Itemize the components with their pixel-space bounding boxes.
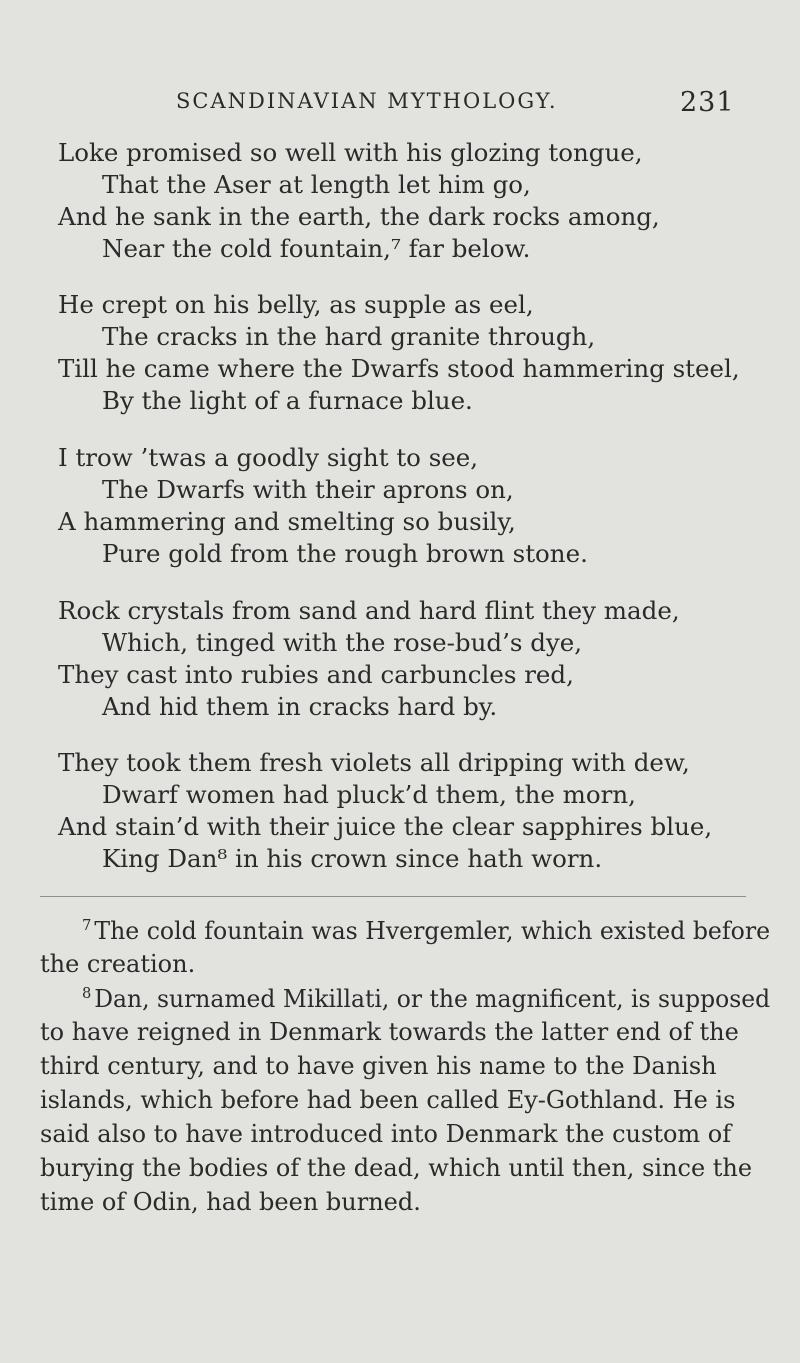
poem-line: And hid them in cracks hard by. <box>102 692 498 721</box>
poem-line: Loke promised so well with his glozing tongue, <box>58 138 643 167</box>
footnote-marker: 7 <box>82 916 92 934</box>
footnote-line: said also to have introduced into Denmark the custom of <box>40 1120 732 1148</box>
running-head <box>0 89 800 119</box>
footnote-line: to have reigned in Denmark towards the latter end of the <box>40 1018 739 1046</box>
poem-line: A hammering and smelting so busily, <box>58 507 516 536</box>
poem-line: Which, tinged with the rose-bud’s dye, <box>102 628 583 657</box>
poem-line: Dwarf women had pluck’d them, the morn, <box>102 780 636 809</box>
poem-line: I trow ’twas a goodly sight to see, <box>58 443 479 472</box>
footnote-text: Dan, surnamed Mikillati, or the magnificent, is supposed <box>94 985 771 1013</box>
page-number: 231 <box>680 87 735 118</box>
footnote-line: the creation. <box>40 950 196 978</box>
footnote-line <box>82 986 770 1011</box>
footnote-line: islands, which before had been called Ey-Gothland. He is <box>40 1086 736 1114</box>
running-title: SCANDINAVIAN MYTHOLOGY. <box>176 89 558 113</box>
footnote-text: The cold fountain was Hvergemler, which existed before <box>94 917 771 945</box>
poem-line: And he sank in the earth, the dark rocks among, <box>58 202 660 231</box>
poem-line: They took them fresh violets all dripping with dew, <box>58 748 690 777</box>
poem-line: That the Aser at length let him go, <box>102 170 531 199</box>
poem-line: The cracks in the hard granite through, <box>102 322 596 351</box>
poem-line: And stain’d with their juice the clear sapphires blue, <box>58 812 713 841</box>
poem-line: Rock crystals from sand and hard flint they made, <box>58 596 680 625</box>
footnote-line <box>82 918 770 943</box>
poem-line: They cast into rubies and carbuncles red, <box>58 660 574 689</box>
footnote-line: burying the bodies of the dead, which until then, since the <box>40 1154 753 1182</box>
poem-line: Till he came where the Dwarfs stood hammering steel, <box>58 354 740 383</box>
footnote-divider <box>40 896 746 897</box>
poem-line: King Dan⁸ in his crown since hath worn. <box>102 844 603 873</box>
poem-line: He crept on his belly, as supple as eel, <box>58 290 534 319</box>
poem-line: Pure gold from the rough brown stone. <box>102 539 588 568</box>
footnote-line: time of Odin, had been burned. <box>40 1188 421 1216</box>
poem-line: By the light of a furnace blue. <box>102 386 473 415</box>
poem-line: The Dwarfs with their aprons on, <box>102 475 514 504</box>
footnote-line: third century, and to have given his name to the Danish <box>40 1052 717 1080</box>
poem-line: Near the cold fountain,⁷ far below. <box>102 234 531 263</box>
footnote-marker: 8 <box>82 984 92 1002</box>
